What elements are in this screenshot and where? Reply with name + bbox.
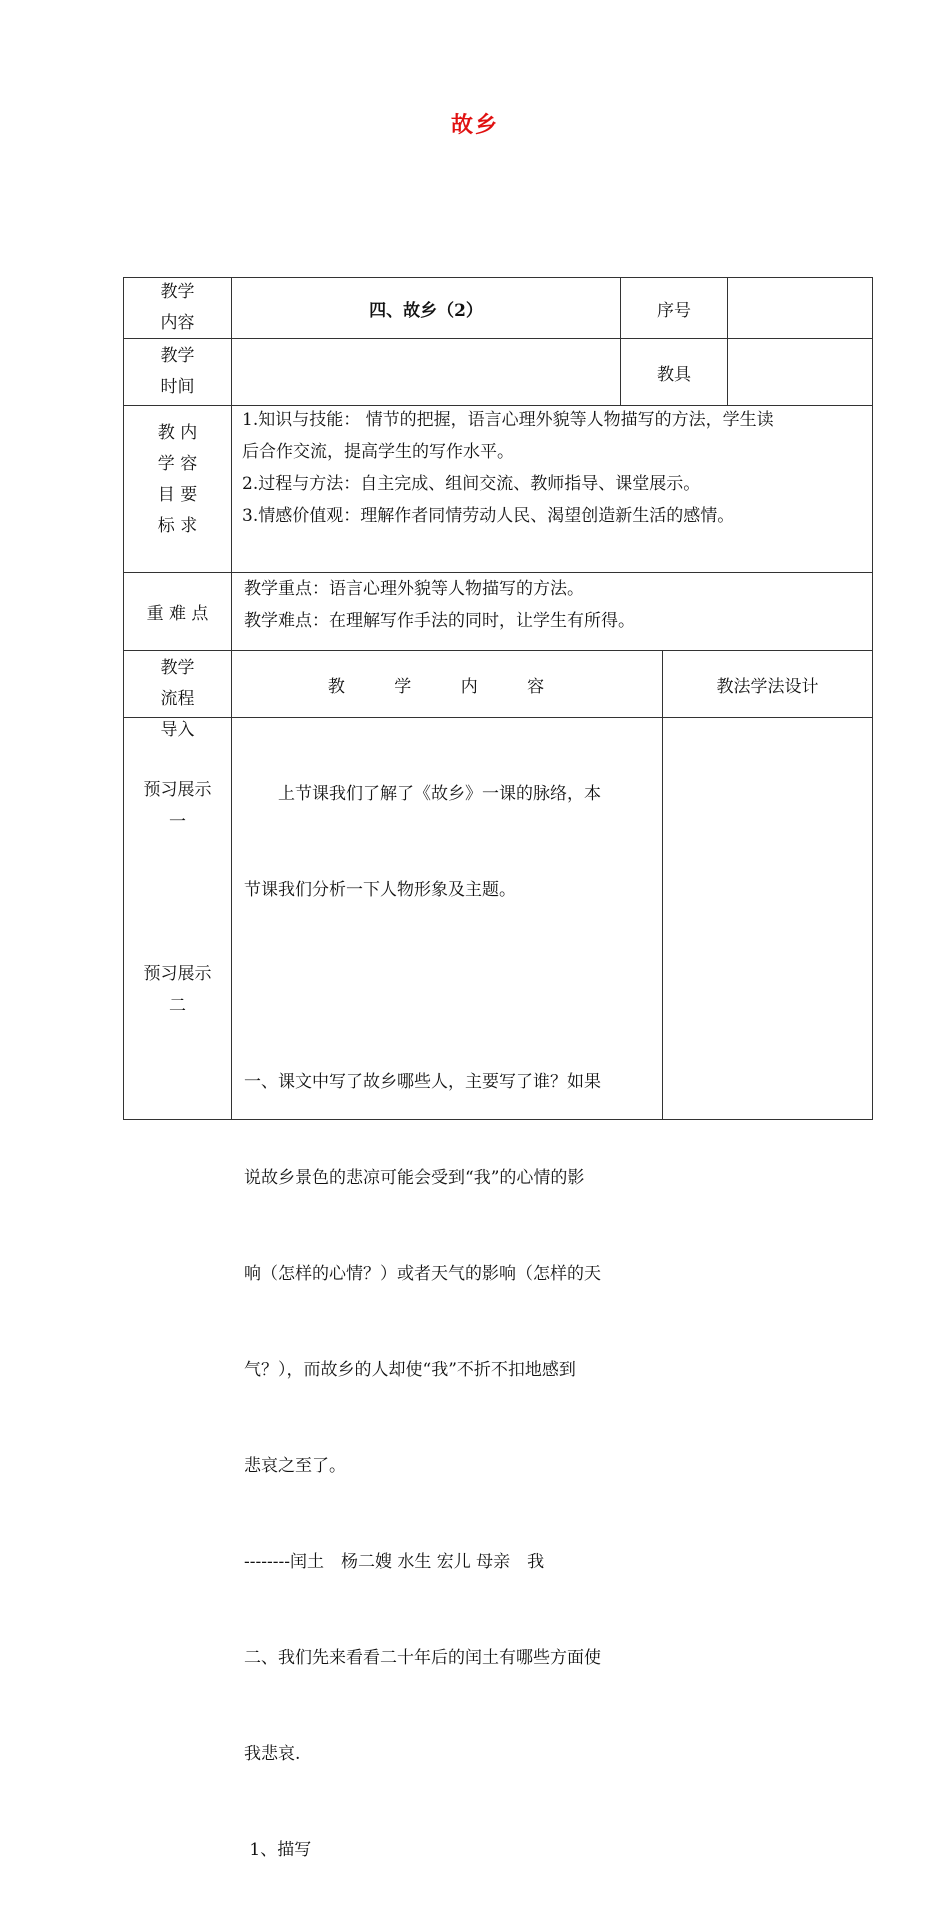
step-label: 预习展示: [143, 964, 212, 984]
label-line: 流程: [160, 689, 195, 709]
tools-value: [727, 339, 872, 405]
objectives-text: [231, 406, 872, 572]
body-line: 说故乡景色的悲凉可能会受到“我”的心情的影: [244, 1168, 585, 1188]
body-line: 悲哀之至了。: [244, 1456, 346, 1476]
body-line: 二、我们先来看看二十年后的闰土有哪些方面使: [244, 1648, 601, 1668]
objective-line: 后合作交流，提高学生的写作水平。: [242, 442, 514, 462]
body-line: 我悲哀.: [244, 1744, 301, 1764]
body-line: 1、描写: [244, 1840, 312, 1860]
label-line: 标 求: [157, 516, 198, 536]
step-label: 一: [169, 812, 186, 832]
objective-line: 2.过程与方法：自主完成、组间交流、教师指导、课堂展示。: [242, 474, 701, 494]
objective-line: 3.情感价值观：理解作者同情劳动人民、渴望创造新生活的感情。: [242, 506, 735, 526]
label-line: 时间: [160, 377, 195, 397]
step-label: 二: [169, 996, 186, 1016]
objective-line: 1.知识与技能： 情节的把握，语言心理外貌等人物描写的方法，学生读: [242, 410, 774, 430]
label-cell: [124, 406, 231, 572]
key-point-line: 教学难点：在理解写作手法的同时，让学生有所得。: [244, 611, 635, 631]
label-line: 内容: [160, 313, 195, 333]
method-value: [662, 718, 872, 1119]
body-line: --------闰土 杨二嫂 水生 宏儿 母亲 我: [244, 1552, 545, 1572]
body-line: 节课我们分析一下人物形象及主题。: [244, 880, 516, 900]
tools-label: 教具: [620, 339, 727, 405]
body-line: 气？），而故乡的人却使“我”不折不扣地感到: [244, 1360, 576, 1380]
lesson-title: 四、故乡（2）: [231, 278, 620, 338]
label-cell: [124, 339, 231, 405]
time-value: [231, 339, 620, 405]
label-line: 教学: [160, 658, 195, 678]
key-points-label: 重 难 点: [146, 604, 209, 624]
row-time: [123, 338, 873, 405]
label-line: 教学: [160, 346, 195, 366]
label-line: 教学: [160, 282, 195, 302]
body-line: 一、课文中写了故乡哪些人，主要写了谁？如果: [244, 1072, 601, 1092]
row-content: [123, 277, 873, 338]
label-line: 学 容: [157, 454, 198, 474]
row-objectives: [123, 405, 873, 572]
row-key-points: [123, 572, 873, 650]
content-header: [231, 651, 662, 717]
label-line: 教 内: [157, 423, 198, 443]
key-point-line: 教学重点：语言心理外貌等人物描写的方法。: [244, 579, 584, 599]
label-cell: [124, 651, 231, 717]
seq-value: [727, 278, 872, 338]
body-line: 响（怎样的心情？）或者天气的影响（怎样的天: [244, 1264, 601, 1284]
body-line: [244, 970, 656, 1002]
step-label: 预习展示: [143, 780, 212, 800]
label-line: 目 要: [157, 485, 198, 505]
body-line: 上节课我们了解了《故乡》一课的脉络，本: [244, 784, 601, 804]
step-label: 导入: [160, 720, 195, 740]
method-header: 教法学法设计: [662, 651, 872, 717]
lesson-body: [231, 718, 662, 1860]
row-flow-header: [123, 650, 873, 717]
key-points-text: [231, 573, 872, 650]
steps-cell: [124, 718, 231, 1119]
row-flow-body: [123, 717, 873, 1860]
label-cell: [124, 278, 231, 338]
page-title: 故乡: [450, 112, 499, 138]
content-header-text: 教 学 内 容: [327, 676, 567, 697]
seq-label: 序号: [620, 278, 727, 338]
